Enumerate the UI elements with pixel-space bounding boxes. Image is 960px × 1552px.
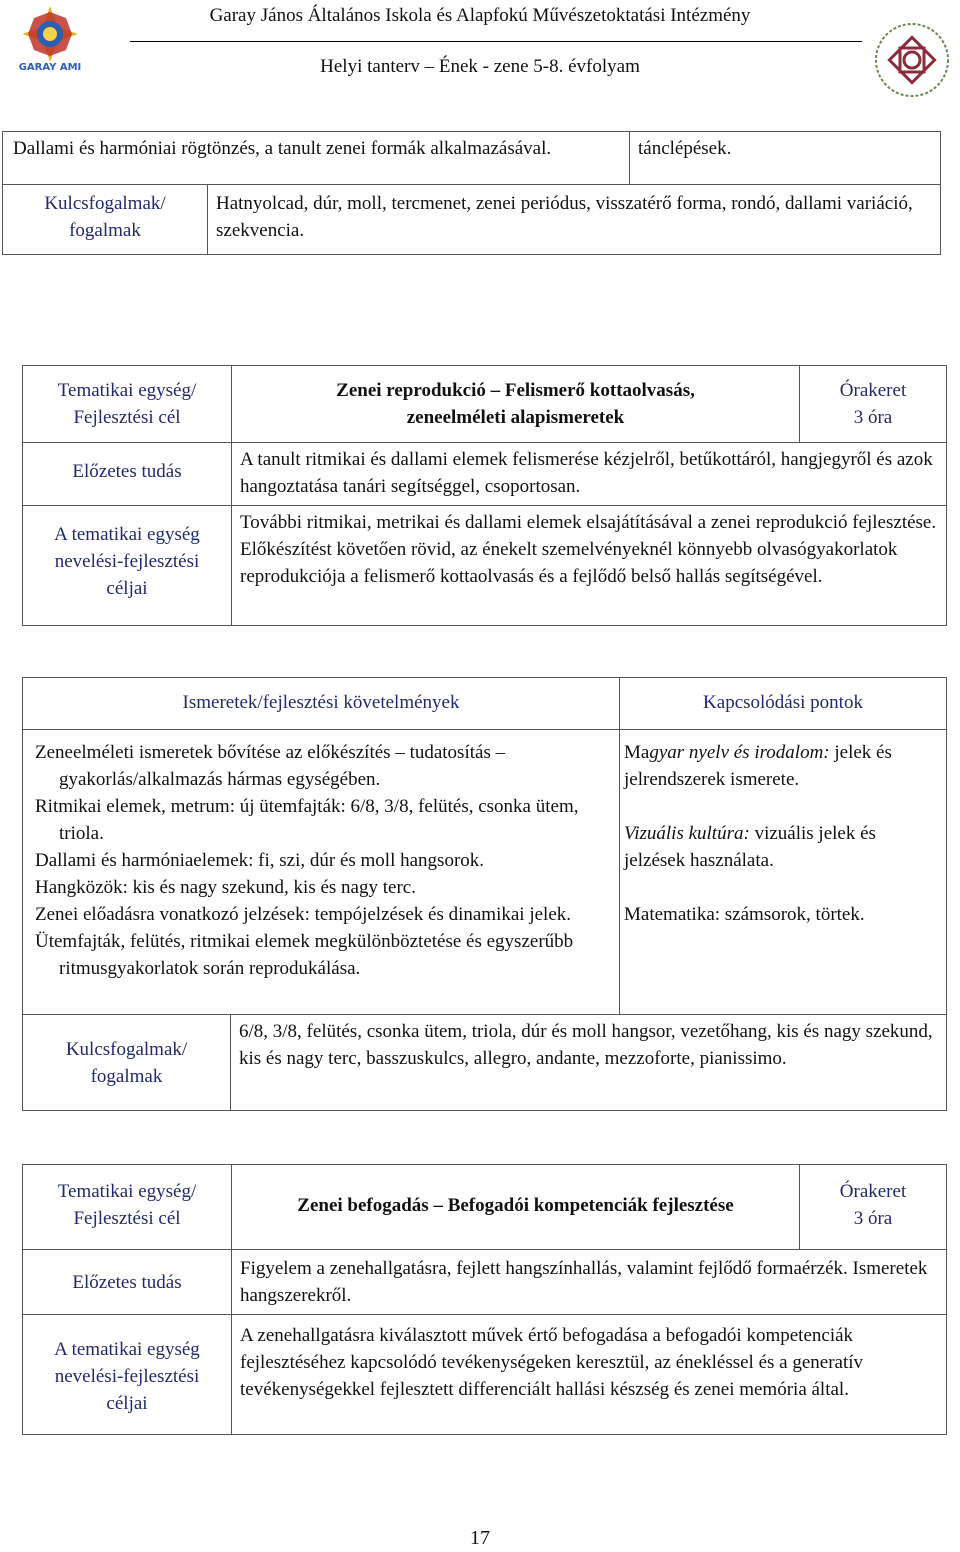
link-visual-arts: Vizuális kultúra: vizuális jelek és jelzések használata. — [624, 822, 876, 871]
goals-label-3: céljai — [106, 577, 148, 599]
continued-link: tánclépések. — [638, 138, 732, 159]
key-concepts-text: 6/8, 3/8, felütés, csonka ütem, triola, dúr és moll hangsor, vezetőhang, kis és nagy szekund, kis és nagy terc, basszuskulcs, allegro, andante, mezzoforte, pianissimo. — [239, 1021, 933, 1069]
prior-knowledge-label: Előzetes tudás — [72, 461, 182, 482]
logo-text: GARAY AMI — [18, 62, 82, 73]
goals-label-2: nevelési-fejlesztési — [54, 550, 200, 572]
program-logo — [872, 20, 952, 100]
key-concepts-label-2: fogalmak — [90, 1065, 163, 1087]
link-hungarian: Magyar nyelv és irodalom: jelek és jelrendszerek ismerete. — [624, 742, 892, 790]
requirements-table — [22, 677, 947, 1111]
continued-requirement: Dallami és harmóniai rögtönzés, a tanult zenei formák alkalmazásával. — [13, 138, 552, 159]
top-continuation-table — [2, 131, 941, 255]
hours-label: Órakeret — [839, 380, 907, 401]
prior-knowledge-text: Figyelem a zenehallgatásra, fejlett hangszínhallás, valamint fejlődő formaérzék. Ismeretek hangszerekről. — [240, 1258, 928, 1306]
hours-value: 3 óra — [853, 1207, 893, 1229]
requirement-item: Ütemfajták, felütés, ritmikai elemek megkülönböztetése és egyszerűbb ritmusgyakorlatok során reprodukálása. — [35, 930, 574, 979]
unit-title: Zenei reprodukció – Felismerő kottaolvasás, — [336, 380, 695, 401]
requirements-header: Ismeretek/fejlesztési követelmények — [182, 692, 460, 713]
hours-value: 3 óra — [853, 406, 893, 428]
page-number: 17 — [470, 1527, 490, 1549]
unit-table-reproduction — [22, 365, 947, 626]
requirement-item: Zenei előadásra vonatkozó jelzések: tempójelzések és dinamikai jelek. — [35, 903, 571, 925]
goals-label-2: nevelési-fejlesztési — [54, 1365, 200, 1387]
unit-label-2: Fejlesztési cél — [73, 1207, 181, 1229]
key-concepts-label: Kulcsfogalmak/ — [44, 193, 166, 214]
unit-label: Tematikai egység/ — [57, 380, 197, 401]
goals-text: A zenehallgatásra kiválasztott művek értő befogadása a befogadói kompetenciák fejlesztéséhez kapcsolódó tevékenységeken keresztül, az énekléssel és a generatív tevékenységekkel fejlesztett differenciált hallási készség és zenei memória által. — [240, 1324, 864, 1400]
unit-label-2: Fejlesztési cél — [73, 406, 181, 428]
unit-title-2: zeneelméleti alapismeretek — [406, 406, 625, 428]
school-name: Garay János Általános Iskola és Alapfokú Művészetoktatási Intézmény — [209, 5, 751, 26]
goals-label: A tematikai egység — [54, 1338, 200, 1360]
unit-title: Zenei befogadás – Befogadói kompetenciák fejlesztése — [297, 1195, 734, 1216]
goals-label: A tematikai egység — [54, 523, 200, 545]
requirement-item: Hangközök: kis és nagy szekund, kis és nagy terc. — [35, 876, 416, 898]
prior-knowledge-text: A tanult ritmikai és dallami elemek felismerése kézjelről, betűkottáról, hangjegyről és azok hangoztatása tanári segítséggel, csoportosan. — [240, 449, 933, 497]
unit-label: Tematikai egység/ — [57, 1181, 197, 1202]
key-concepts-text: Hatnyolcad, dúr, moll, tercmenet, zenei periódus, visszatérő forma, rondó, dallami variáció, szekvencia. — [216, 193, 913, 241]
requirement-item: Ritmikai elemek, metrum: új ütemfajták: 6/8, 3/8, felütés, csonka ütem, triola. — [35, 795, 579, 844]
requirement-item: Zeneelméleti ismeretek bővítése az előkészítés – tudatosítás – gyakorlás/alkalmazás hármas egységében. — [35, 742, 506, 790]
goals-label-3: céljai — [106, 1392, 148, 1414]
links-header: Kapcsolódási pontok — [703, 692, 863, 713]
goals-text: További ritmikai, metrikai és dallami elemek elsajátításával a zenei reprodukció fejlesztése. Előkészítést követően rövid, az énekelt szemelvényeknél könnyebb olvasógyakorlatok reprodukciója a felismerő kottaolvasás és a fejlődő belső hallás segítségével. — [240, 511, 937, 587]
document-subtitle: Helyi tanterv – Ének - zene 5-8. évfolyam — [320, 56, 640, 77]
hours-label: Órakeret — [839, 1181, 907, 1202]
unit-table-reception — [22, 1164, 947, 1435]
header-rule — [130, 41, 862, 42]
requirement-item: Dallami és harmóniaelemek: fi, szi, dúr és moll hangsorok. — [35, 849, 485, 871]
link-mathematics: Matematika: számsorok, törtek. — [624, 903, 865, 925]
prior-knowledge-label: Előzetes tudás — [72, 1272, 182, 1293]
key-concepts-label: Kulcsfogalmak/ — [65, 1039, 188, 1060]
key-concepts-label-2: fogalmak — [69, 219, 141, 241]
